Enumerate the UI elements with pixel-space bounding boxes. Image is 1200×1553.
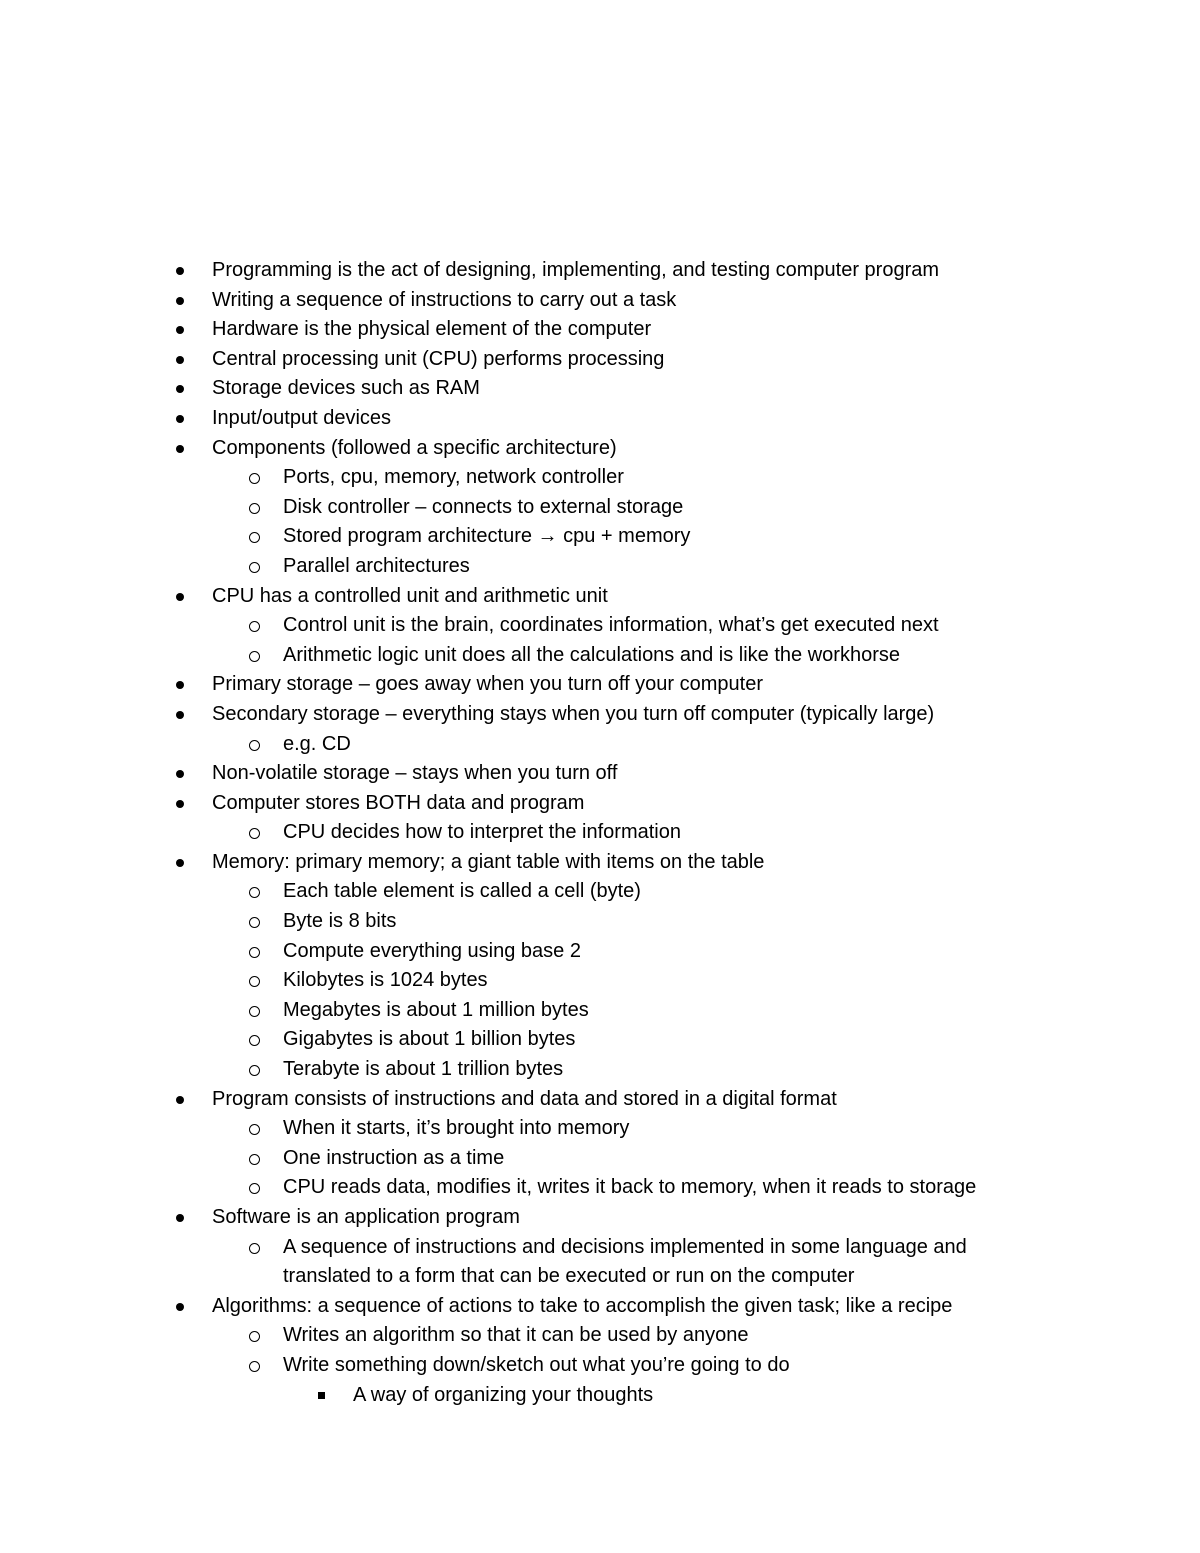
list-item [0,1173,1043,1203]
bullet-dot-icon [176,385,184,393]
list-item-text: Disk controller – connects to external storage [283,495,684,518]
list-item-text: e.g. CD [283,732,351,755]
list-item-text: Program consists of instructions and data and stored in a digital format [212,1087,837,1110]
list-item [0,818,1043,848]
bullet-dot-icon [176,593,184,601]
bullet-circle-icon [249,828,260,839]
bullet-dot-icon [176,1303,184,1311]
list-item [0,670,1200,700]
list-item-text: When it starts, it’s brought into memory [283,1117,630,1140]
list-item [0,286,1200,316]
list-item-text: Writes an algorithm so that it can be used by anyone [283,1324,749,1347]
list-item [0,493,1043,523]
list-item [0,434,1200,464]
bullet-circle-icon [249,503,260,514]
list-item-text: Stored program architecture → cpu + memory [283,525,691,548]
list-item-text: Memory: primary memory; a giant table with items on the table [212,850,765,873]
list-item-text: CPU decides how to interpret the information [283,821,681,844]
list-item [0,611,1043,641]
list-item [0,759,1200,789]
bullet-dot-icon [176,326,184,334]
list-item-text: CPU reads data, modifies it, writes it back to memory, when it reads to storage [283,1176,977,1199]
list-item [0,1055,1043,1085]
bullet-circle-icon [249,887,260,898]
bullet-dot-icon [176,415,184,423]
bullet-dot-icon [176,1214,184,1222]
list-item [0,1025,1043,1055]
bullet-circle-icon [249,1361,260,1372]
bullet-dot-icon [176,267,184,275]
list-item-text: Parallel architectures [283,554,470,577]
list-item [0,256,1200,286]
bullet-square-icon [318,1392,325,1399]
list-item [0,404,1200,434]
list-item-text: Kilobytes is 1024 bytes [283,969,488,992]
bullet-circle-icon [249,1065,260,1076]
bullet-dot-icon [176,770,184,778]
list-item-text: Ports, cpu, memory, network controller [283,466,624,489]
list-item-text: Secondary storage – everything stays when you turn off computer (typically large) [212,702,935,725]
list-item-text: Software is an application program [212,1206,520,1228]
list-item-text: Hardware is the physical element of the computer [212,318,652,341]
bullet-circle-icon [249,740,260,751]
bullet-circle-icon [249,976,260,987]
list-item-text: CPU has a controlled unit and arithmetic unit [212,584,608,607]
list-item [0,552,1043,582]
bullet-dot-icon [176,800,184,808]
list-item [0,937,1043,967]
list-item [0,700,1200,730]
list-item [0,877,1043,907]
list-item [0,641,1043,671]
list-item [0,1381,1200,1411]
list-item [0,1203,1200,1233]
bullet-circle-icon [249,1243,260,1254]
bullet-circle-icon [249,1035,260,1046]
list-item-text: Gigabytes is about 1 billion bytes [283,1028,576,1051]
list-item-text: Non-volatile storage – stays when you turn off [212,762,618,785]
list-item [0,1085,1200,1115]
list-item [0,463,1043,493]
list-item-text: Each table element is called a cell (byte) [283,880,641,903]
bullet-circle-icon [249,1006,260,1017]
list-item-text: Programming is the act of designing, implementing, and testing computer program [212,259,940,281]
list-item [0,345,1200,375]
list-item [0,1292,1200,1322]
list-item [0,1144,1043,1174]
list-item-text: Arithmetic logic unit does all the calculations and is like the workhorse [283,643,900,666]
list-item [0,907,1043,937]
list-item-text: Central processing unit (CPU) performs processing [212,347,665,370]
list-item-text: One instruction as a time [283,1146,505,1169]
bullet-circle-icon [249,917,260,928]
bullet-circle-icon [249,562,260,573]
list-item-text: Computer stores BOTH data and program [212,791,585,814]
list-item-text: Compute everything using base 2 [283,939,581,962]
bullet-circle-icon [249,1183,260,1194]
list-item-text: Terabyte is about 1 trillion bytes [283,1058,564,1081]
list-item-text: A way of organizing your thoughts [353,1383,654,1406]
list-item [0,789,1200,819]
bullet-dot-icon [176,445,184,453]
bullet-dot-icon [176,297,184,305]
list-item-text: Algorithms: a sequence of actions to take to accomplish the given task; like a recipe [212,1294,953,1317]
list-item-text: Megabytes is about 1 million bytes [283,998,589,1021]
list-item-text: Input/output devices [212,406,392,429]
list-item-text: Byte is 8 bits [283,910,397,933]
list-item [0,848,1200,878]
bullet-circle-icon [249,473,260,484]
bullet-dot-icon [176,859,184,867]
bullet-circle-icon [249,1154,260,1165]
list-item [0,1321,1043,1351]
bullet-dot-icon [176,356,184,364]
bullet-circle-icon [249,1124,260,1135]
bullet-circle-icon [249,621,260,632]
notes-list [0,256,1200,1410]
list-item [0,1114,1043,1144]
list-item [0,1233,1043,1292]
list-item [0,966,1043,996]
list-item [0,582,1200,612]
list-item [0,1351,1043,1381]
bullet-dot-icon [176,1096,184,1104]
list-item-text: Storage devices such as RAM [212,377,480,400]
bullet-circle-icon [249,1331,260,1342]
list-item-text: Control unit is the brain, coordinates information, what’s get executed next [283,614,939,637]
list-item-text: A sequence of instructions and decisions implemented in some language and translated to a form that can be executed or run on the computer [283,1235,967,1288]
list-item [0,522,1043,552]
list-item-text: Primary storage – goes away when you turn off your computer [212,673,764,696]
bullet-circle-icon [249,651,260,662]
list-item [0,730,1043,760]
list-item-text: Components (followed a specific architecture) [212,436,617,459]
list-item-text: Write something down/sketch out what you’re going to do [283,1353,790,1376]
bullet-circle-icon [249,947,260,958]
bullet-dot-icon [176,681,184,689]
list-item [0,996,1043,1026]
list-item [0,374,1200,404]
list-item-text: Writing a sequence of instructions to carry out a task [212,288,677,311]
bullet-circle-icon [249,532,260,543]
list-item [0,315,1200,345]
bullet-dot-icon [176,711,184,719]
